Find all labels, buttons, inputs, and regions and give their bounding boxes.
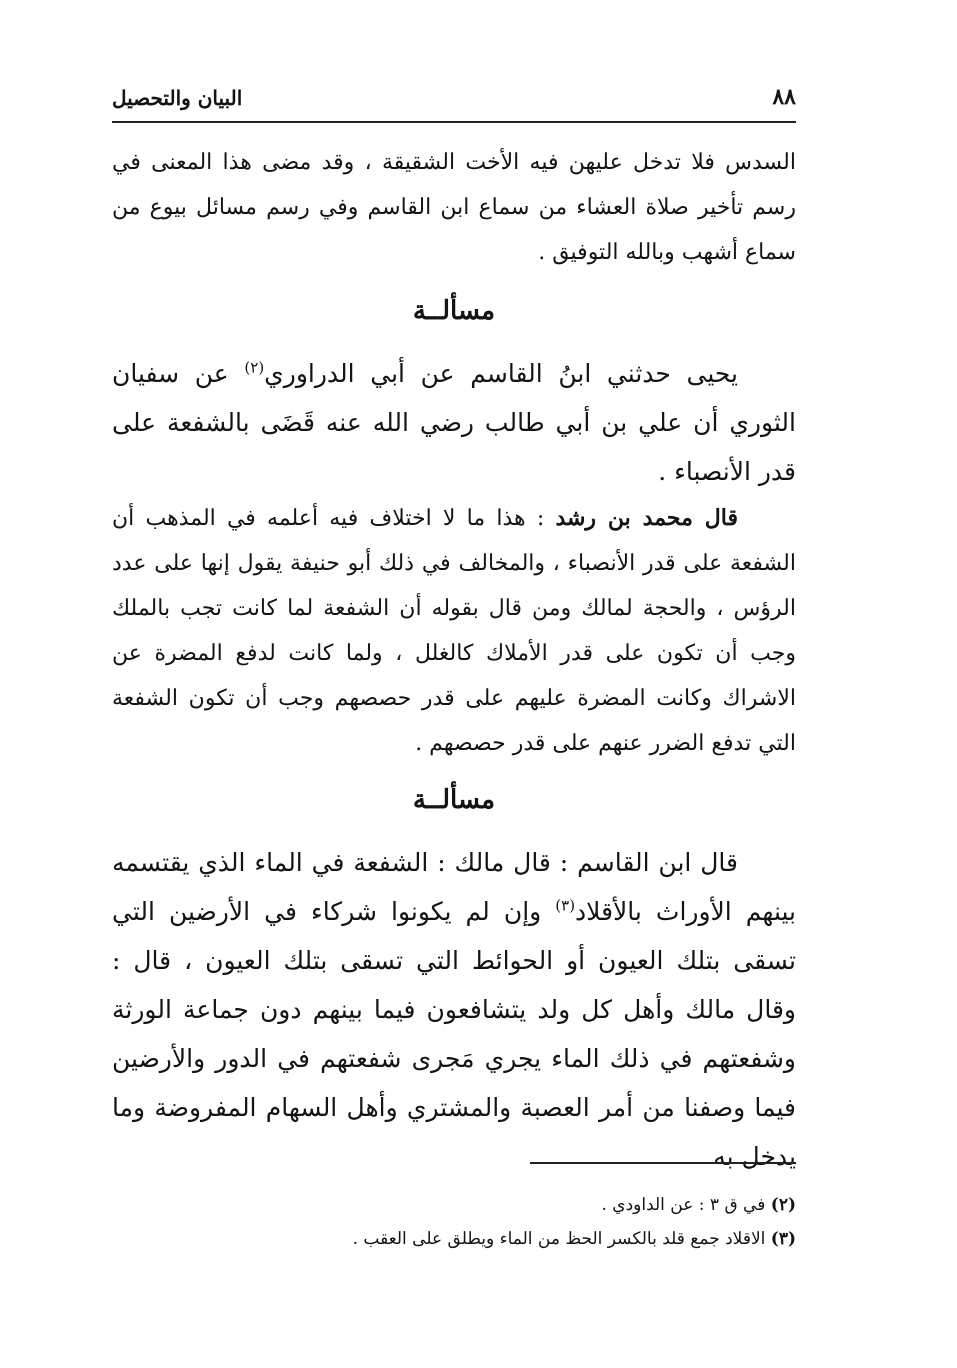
footnote-text: في ق ٣ : عن الداودي . [601, 1195, 766, 1215]
footnote-ref-3: (٣) [555, 896, 576, 915]
running-header [112, 84, 796, 118]
header-rule [112, 121, 796, 123]
paragraph-narration [112, 349, 796, 496]
narration-text-start: يحيى حدثني ابنُ القاسم عن أبي الدراوري [264, 359, 738, 388]
footnote-marker: (٢) [770, 1195, 796, 1215]
section-heading: مسألــة [412, 296, 496, 326]
ruling-text-end: وإن لم يكونوا شركاء في الأرضين التي تسقى بتلك العيون أو الحوائط التي تسقى بتلك العيون ، قال : وقال مالك وأهل كل ولد يتشافعون فيما بينهم دون جماعة الورثة وشفعتهم في ذلك الماء يجري مَجرى شفعتهم في الدور والأرضين فيما وصفنا من أمر العصبة والمشتري وأهل السهام المفروضة وما يدخل به [112, 897, 796, 1171]
footnote-item [112, 1222, 796, 1256]
footnotes [112, 1188, 796, 1256]
running-title: البيان والتحصيل [112, 86, 243, 110]
paragraph-ruling [112, 838, 796, 1181]
footnote-marker: (٣) [770, 1229, 796, 1249]
section-heading: مسألــة [412, 785, 496, 815]
main-text [112, 140, 796, 1181]
ruling-text-start: قال ابن القاسم : قال مالك : الشفعة في الماء الذي يقتسمه بينهم الأوراث بالأقلاد [112, 848, 797, 926]
footnote-separator [530, 1162, 796, 1164]
paragraph-continuation: السدس فلا تدخل عليهن فيه الأخت الشقيقة ، وقد مضى هذا المعنى في رسم تأخير صلاة العشاء من سماع ابن القاسم وفي رسم مسائل بيوع من سماع أشهب وبالله التوفيق . [112, 150, 796, 265]
commentary-text: : هذا ما لا اختلاف فيه أعلمه في المذهب أن الشفعة على قدر الأنصباء ، والمخالف في ذلك أبو حنيفة يقول إنها على عدد الرؤس ، والحجة لمالك ومن قال بقوله أن الشفعة لما كانت تجب بالملك وجب أن تكون على قدر الأملاك كالغلل ، ولما كانت لدفع المضرة عن الاشراك وكانت المضرة عليهم على قدر حصصهم وجب أن تكون الشفعة التي تدفع الضرر عنهم على قدر حصصهم . [112, 506, 796, 756]
page-number: ٨٨ [772, 84, 796, 110]
commentary-speaker: قال محمد بن رشد [555, 505, 738, 531]
paragraph-commentary [112, 496, 796, 766]
footnote-ref-2: (٢) [244, 358, 265, 377]
footnote-text: الاقلاد جمع قلد بالكسر الحظ من الماء ويطلق على العقب . [352, 1229, 766, 1249]
narration-text-end: عن سفيان الثوري أن علي بن أبي طالب رضي الله عنه قَضَى بالشفعة على قدر الأنصباء . [112, 359, 796, 486]
footnote-item [112, 1188, 796, 1222]
